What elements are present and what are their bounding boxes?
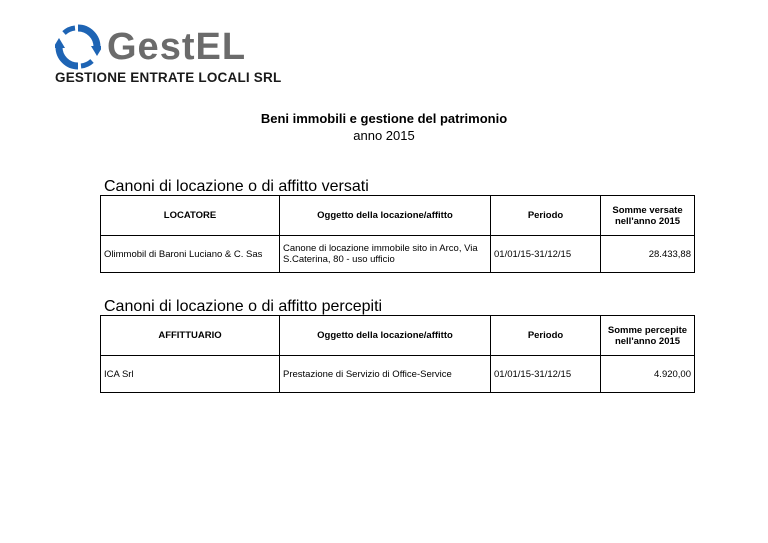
section-title-versati: Canoni di locazione o di affitto versati: [104, 178, 369, 195]
cell-affittuario: ICA Srl: [101, 356, 280, 393]
cell-somme: 4.920,00: [601, 356, 695, 393]
cell-oggetto: Canone di locazione immobile sito in Arco, Via S.Caterina, 80 - uso ufficio: [280, 236, 491, 273]
cell-periodo: 01/01/15-31/12/15: [491, 356, 601, 393]
cell-somme: 28.433,88: [601, 236, 695, 273]
col-header-periodo: Periodo: [491, 196, 601, 236]
table-row: [101, 356, 695, 393]
document-title: Beni immobili e gestione del patrimonio: [260, 111, 508, 126]
brand-name: GestEL: [107, 26, 247, 68]
table-canoni-percepiti: [100, 315, 695, 393]
cell-oggetto: Prestazione di Servizio di Office-Service: [280, 356, 491, 393]
section-title-percepiti: Canoni di locazione o di affitto percepiti: [104, 298, 383, 315]
document-year: anno 2015: [353, 128, 415, 143]
col-header-locatore: LOCATORE: [101, 196, 280, 236]
col-header-somme: Somme versate nell'anno 2015: [601, 196, 695, 236]
table-row: [101, 236, 695, 273]
recycle-arrows-icon: [55, 24, 101, 70]
table-header-row: [101, 316, 695, 356]
col-header-somme: Somme percepite nell'anno 2015: [601, 316, 695, 356]
cell-periodo: 01/01/15-31/12/15: [491, 236, 601, 273]
col-header-periodo: Periodo: [491, 316, 601, 356]
col-header-affittuario: AFFITTUARIO: [101, 316, 280, 356]
cell-locatore: Olimmobil di Baroni Luciano & C. Sas: [101, 236, 280, 273]
table-header-row: [101, 196, 695, 236]
brand-tagline: GESTIONE ENTRATE LOCALI SRL: [55, 70, 282, 85]
table-canoni-versati: [100, 195, 695, 273]
company-logo: [55, 24, 295, 90]
col-header-oggetto: Oggetto della locazione/affitto: [280, 316, 491, 356]
col-header-oggetto: Oggetto della locazione/affitto: [280, 196, 491, 236]
